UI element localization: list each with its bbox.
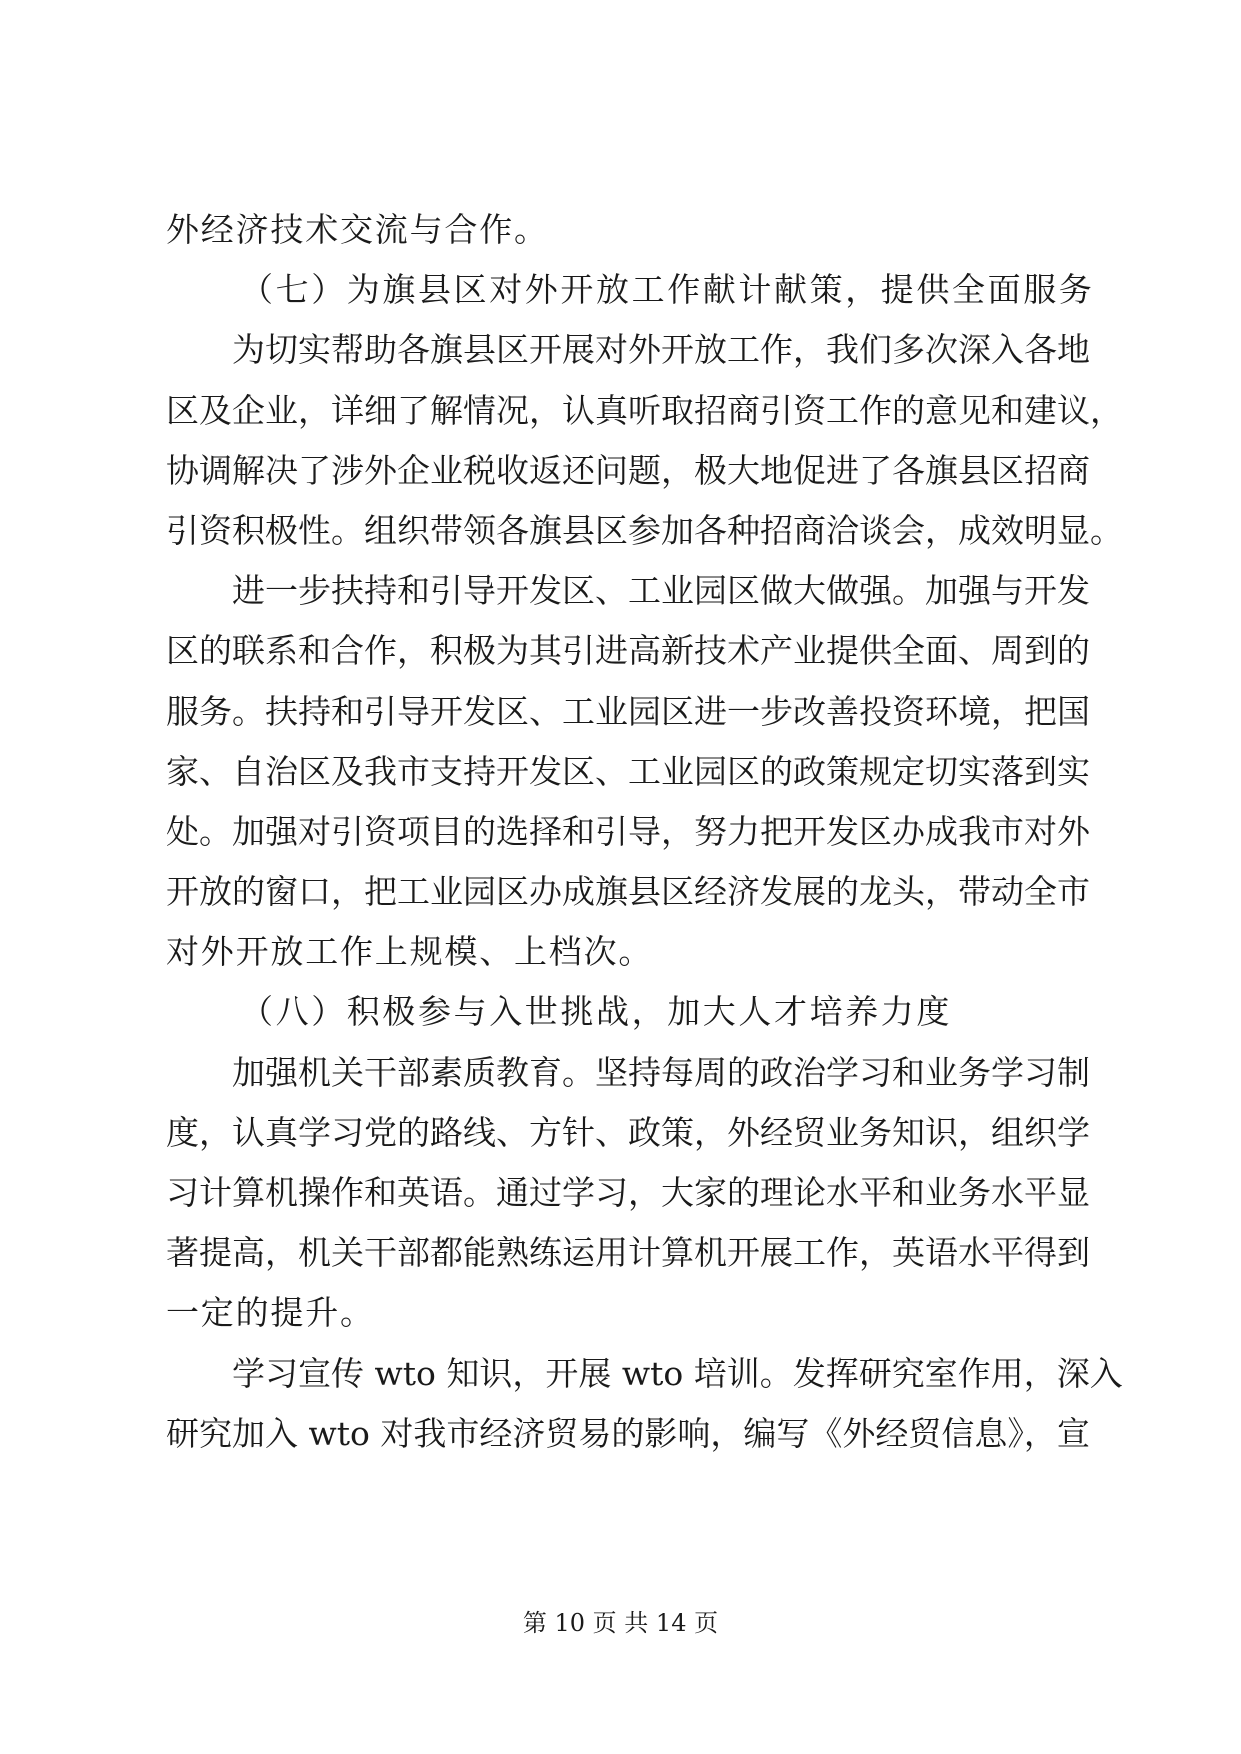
text-line: 学习宣传 wto 知识，开展 wto 培训。发挥研究室作用，深入: [232, 1353, 1123, 1393]
text-line: 区及企业，详细了解情况，认真听取招商引资工作的意见和建议，: [166, 390, 1123, 430]
text-line: 度，认真学习党的路线、方针、政策，外经贸业务知识，组织学: [166, 1112, 1090, 1152]
text-line: 为切实帮助各旗县区开展对外开放工作，我们多次深入各地: [232, 330, 1090, 370]
section-heading-8: （八）积极参与入世挑战，加大人才培养力度: [240, 992, 952, 1032]
text-line: 家、自治区及我市支持开发区、工业园区的政策规定切实落到实: [166, 751, 1090, 791]
text-line: 外经济技术交流与合作。: [166, 210, 549, 249]
text-line: 著提高，机关干部都能熟练运用计算机开展工作，英语水平得到: [166, 1233, 1090, 1273]
text-line: 进一步扶持和引导开发区、工业园区做大做强。加强与开发: [232, 571, 1090, 611]
text-line: 区的联系和合作，积极为其引进高新技术产业提供全面、周到的: [166, 631, 1090, 671]
text-line: 协调解决了涉外企业税收返还问题，极大地促进了各旗县区招商: [166, 450, 1090, 490]
text-line: 一定的提升。: [166, 1293, 375, 1333]
text-line: 研究加入 wto 对我市经济贸易的影响，编写《外经贸信息》，宣: [166, 1413, 1090, 1453]
section-heading-7: （七）为旗县区对外开放工作献计献策，提供全面服务: [240, 270, 1095, 310]
text-line: 加强机关干部素质教育。坚持每周的政治学习和业务学习制: [232, 1052, 1090, 1092]
body-text: [166, 200, 1123, 1464]
page-number-footer: 第 10 页 共 14 页: [522, 1609, 719, 1637]
text-line: 对外开放工作上规模、上档次。: [166, 932, 654, 972]
text-line: 服务。扶持和引导开发区、工业园区进一步改善投资环境，把国: [166, 691, 1090, 731]
text-line: 引资积极性。组织带领各旗县区参加各种招商洽谈会，成效明显。: [166, 510, 1123, 550]
text-line: 开放的窗口，把工业园区办成旗县区经济发展的龙头，带动全市: [166, 872, 1090, 912]
text-line: 处。加强对引资项目的选择和引导，努力把开发区办成我市对外: [166, 811, 1090, 851]
text-line: 习计算机操作和英语。通过学习，大家的理论水平和业务水平显: [166, 1173, 1090, 1212]
